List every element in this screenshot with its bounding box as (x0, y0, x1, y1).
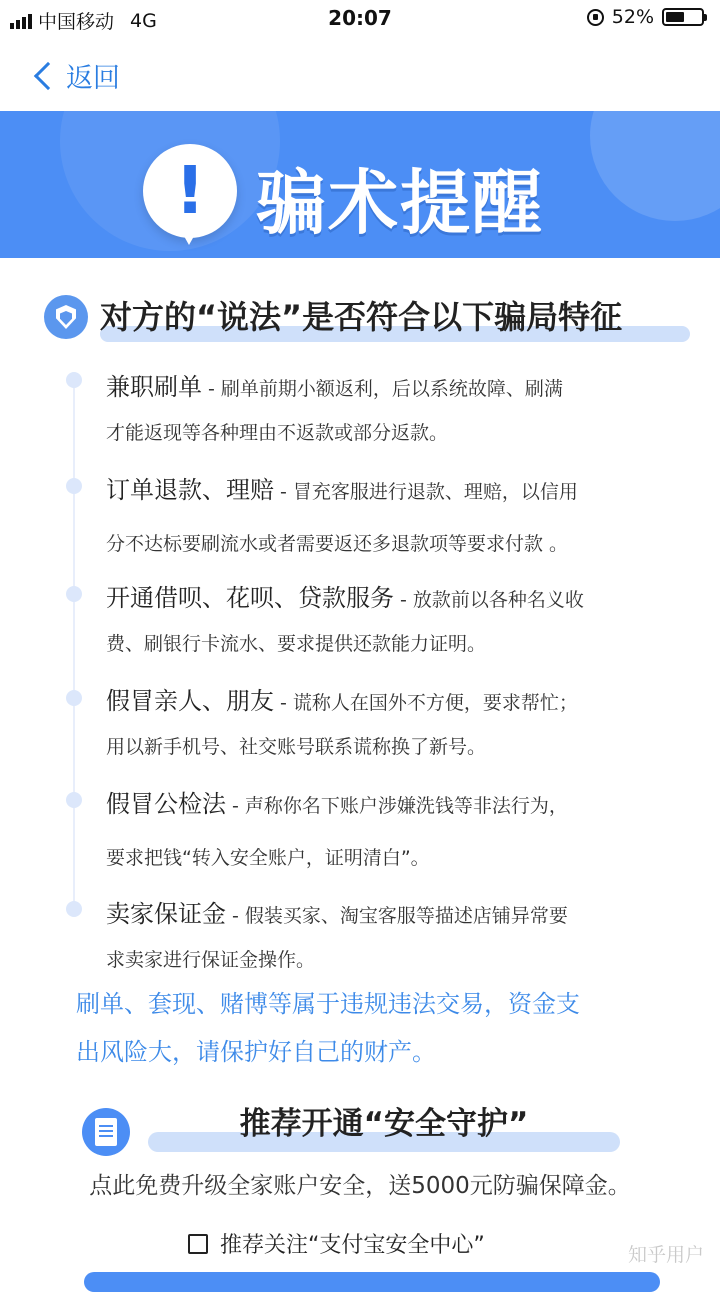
document-icon (82, 1108, 130, 1156)
timeline-dot (66, 690, 82, 706)
scam-keyword: 开通借呗、花呗、贷款服务 (106, 584, 394, 612)
scam-item-fake-relative (106, 681, 666, 759)
banner-title: 骗术提醒 (256, 162, 544, 244)
scam-description-cont: 求卖家进行保证金操作。 (106, 949, 316, 971)
follow-label: 推荐关注“支付宝安全中心” (220, 1233, 485, 1258)
scam-description-cont: 要求把钱“转入安全账户，证明清白”。 (106, 847, 430, 869)
status-bar (0, 0, 720, 36)
risk-warning-line2: 出风险大，请保护好自己的财产。 (76, 1038, 436, 1066)
follow-checkbox[interactable] (188, 1234, 208, 1254)
section-title: 对方的“说法”是否符合以下骗局特征 (100, 298, 623, 336)
clock: 20:07 (328, 6, 392, 30)
battery-percent: 52% (611, 6, 654, 28)
decorative-circle (590, 111, 720, 221)
timeline-dot (66, 372, 82, 388)
timeline-dot (66, 901, 82, 917)
back-label: 返回 (66, 63, 120, 94)
section-header (44, 292, 684, 346)
scam-keyword: 假冒亲人、朋友 (106, 687, 274, 715)
scam-keyword: 假冒公检法 (106, 790, 226, 818)
recommend-subtitle[interactable]: 点此免费升级全家账户安全，送5000元防骗保障金。 (89, 1173, 631, 1199)
timeline-dot (66, 586, 82, 602)
carrier-name: 中国移动 (38, 11, 115, 33)
timeline-dot (66, 792, 82, 808)
scam-description: - 声称你名下账户涉嫌洗钱等非法行为， (226, 795, 568, 817)
follow-checkbox-row[interactable] (188, 1228, 485, 1259)
watermark: 知乎用户 (627, 1244, 704, 1266)
scam-description: - 放款前以各种名义收 (394, 589, 584, 611)
scam-keyword: 兼职刷单 (106, 373, 202, 401)
speech-bubble-tail (180, 229, 198, 245)
scam-description-cont: 费、刷银行卡流水、要求提供还款能力证明。 (106, 633, 487, 655)
scam-item-fake-police (106, 784, 666, 870)
chevron-left-icon (34, 61, 62, 89)
scam-keyword: 卖家保证金 (106, 900, 226, 928)
risk-warning-line1: 刷单、套现、赌博等属于违规违法交易，资金支 (76, 990, 580, 1018)
rotation-lock-icon (587, 9, 604, 26)
battery-icon (662, 8, 704, 26)
scam-description-cont: 用以新手机号、社交账号联系谎称换了新号。 (106, 736, 487, 758)
scam-description: - 假装买家、淘宝客服等描述店铺异常要 (226, 905, 568, 927)
scam-description-cont: 分不达标要刷流水或者需要返还多退款项等要求付款 。 (106, 533, 569, 555)
scam-item-seller-deposit (106, 894, 666, 972)
shield-icon (44, 295, 88, 339)
scam-item-loan (106, 578, 666, 656)
scam-keyword: 订单退款、理赔 (106, 476, 274, 504)
scam-item-refund (106, 470, 666, 556)
scam-description-cont: 才能返现等各种理由不返款或部分返款。 (106, 422, 449, 444)
bottom-action-button[interactable] (84, 1272, 660, 1292)
exclamation-icon: ! (143, 144, 237, 238)
alert-banner (0, 111, 720, 258)
network-type: 4G (130, 9, 157, 32)
nav-bar (0, 36, 720, 110)
timeline-line (73, 380, 75, 910)
scam-description: - 刷单前期小额返利，后以系统故障、刷满 (202, 378, 563, 400)
scam-description: - 冒充客服进行退款、理赔，以信用 (274, 481, 578, 503)
back-button[interactable] (32, 56, 120, 95)
scam-description: - 谎称人在国外不方便，要求帮忙； (274, 692, 578, 714)
recommend-title[interactable]: 推荐开通“安全守护” (239, 1106, 529, 1142)
timeline-dot (66, 478, 82, 494)
scam-item-part-time-order (106, 367, 666, 445)
